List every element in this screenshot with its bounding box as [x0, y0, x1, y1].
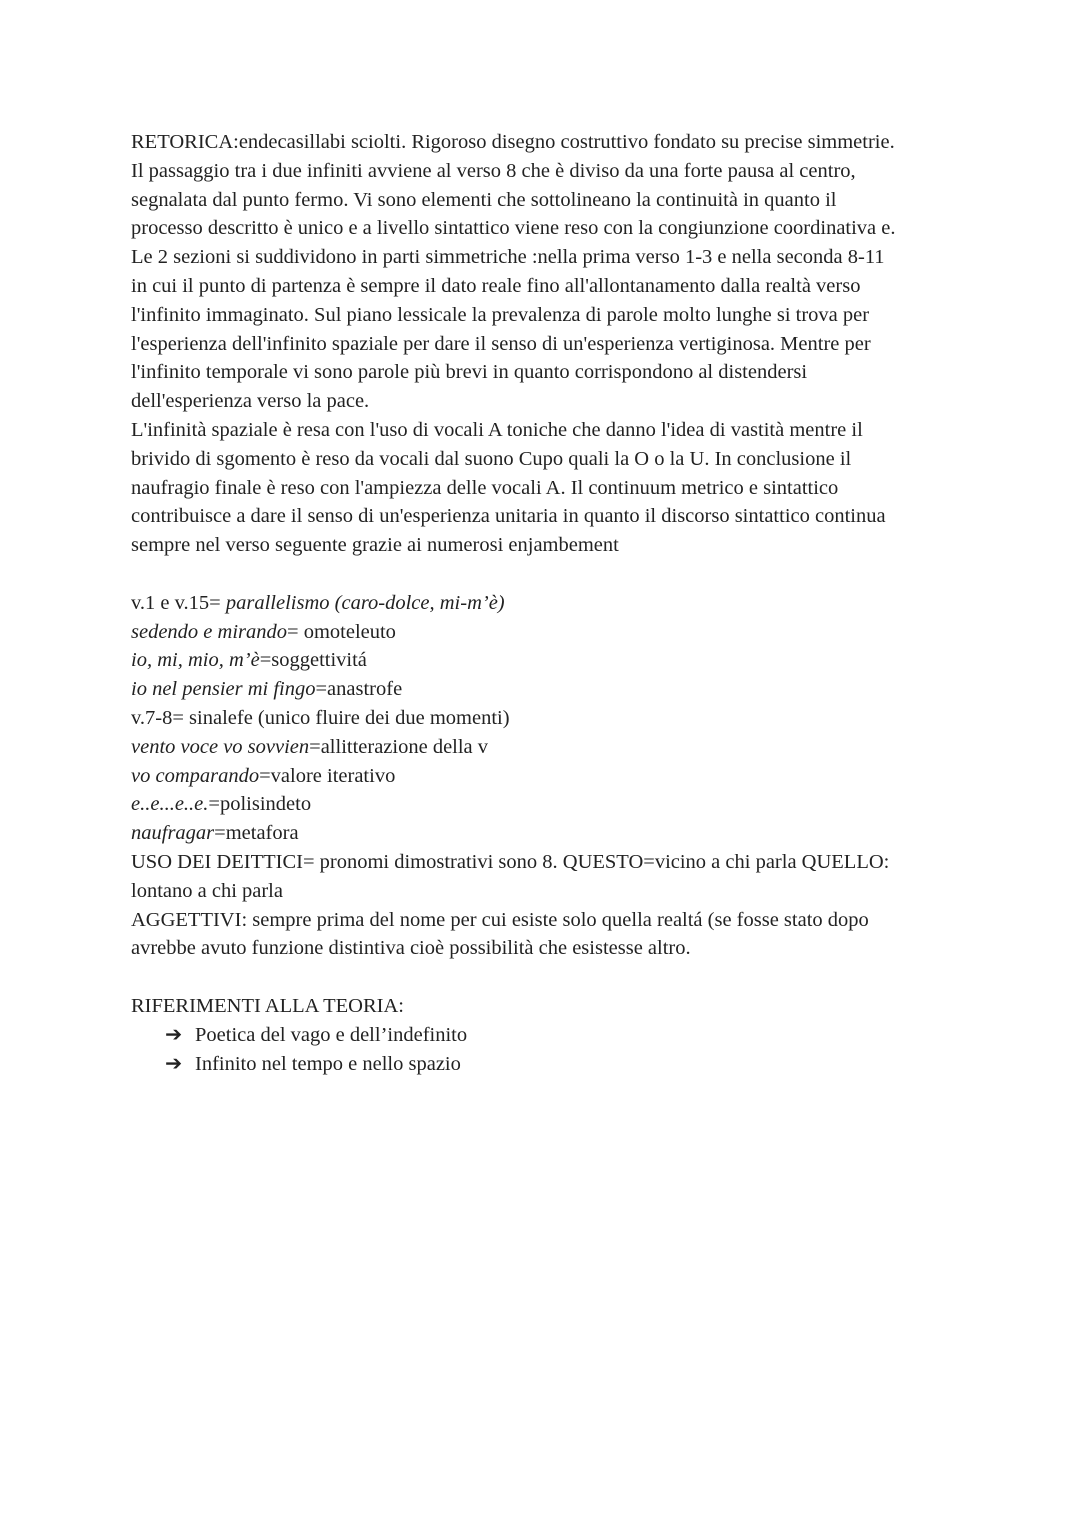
figure-definition: =valore iterativo — [259, 764, 396, 787]
figure-term: v.1 e v.15= — [131, 591, 226, 614]
paragraph-line: dell'esperienza verso la pace. — [131, 390, 370, 413]
arrow-right-icon: ➔ — [165, 1023, 183, 1046]
paragraph-line: in cui il punto di partenza è sempre il dato reale fino all'allontanamento dalla realtà verso — [131, 274, 861, 297]
paragraph-line: contribuisce a dare il senso di un'esperienza unitaria in quanto il discorso sintattico continua — [131, 505, 886, 528]
paragraph-line: l'esperienza dell'infinito spaziale per dare il senso di un'esperienza vertiginosa. Mentre per — [131, 332, 871, 355]
list-item-label: Infinito nel tempo e nello spazio — [195, 1052, 461, 1075]
figure-definition: parallelismo (caro-dolce, mi-m’è) — [225, 591, 505, 614]
figure-definition: =allitterazione della v — [309, 735, 489, 758]
document-page — [131, 128, 961, 1078]
figure-item — [131, 704, 961, 733]
figure-term: sedendo e mirando — [131, 620, 288, 643]
paragraph-line: Le 2 sezioni si suddividono in parti simmetriche :nella prima verso 1-3 e nella seconda 8-11 — [131, 246, 885, 269]
figure-item — [131, 618, 961, 647]
paragraph-line: naufragio finale è reso con l'ampiezza delle vocali A. Il continuum metrico e sintattico — [131, 476, 839, 499]
figure-term: vento voce vo sovvien — [131, 735, 310, 758]
paragraph-line: avrebbe avuto funzione distintiva cioè possibilità che esistesse altro. — [131, 937, 691, 960]
figure-term: e..e...e..e. — [131, 793, 209, 816]
figure-definition: =soggettivitá — [259, 649, 367, 672]
list-item — [131, 1050, 961, 1079]
paragraph-line: sempre nel verso seguente grazie ai numerosi enjambement — [131, 534, 619, 557]
figure-term: v.7-8= sinalefe (unico fluire dei due momenti) — [131, 706, 510, 729]
list-item — [131, 1021, 961, 1050]
figure-term: vo comparando — [131, 764, 260, 787]
figure-item — [131, 589, 961, 618]
figure-item — [131, 819, 961, 848]
figure-term: io nel pensier mi fingo — [131, 678, 316, 701]
paragraph-line: lontano a chi parla — [131, 879, 283, 902]
figure-definition: = omoteleuto — [287, 620, 396, 643]
references-heading: RIFERIMENTI ALLA TEORIA: — [131, 994, 404, 1017]
paragraph-line: L'infinità spaziale è resa con l'uso di vocali A toniche che danno l'idea di vastità mentre il — [131, 418, 863, 441]
paragraph-line: AGGETTIVI: sempre prima del nome per cui esiste solo quella realtá (se fosse stato dopo — [131, 908, 869, 931]
figures-list — [131, 589, 961, 848]
references-list — [131, 1021, 961, 1079]
figure-term: io, mi, mio, m’è — [131, 649, 260, 672]
figure-item — [131, 762, 961, 791]
paragraph-line: brivido di sgomento è reso da vocali dal suono Cupo quali la O o la U. In conclusione il — [131, 447, 852, 470]
figure-definition: =anastrofe — [315, 678, 403, 701]
retorica-paragraph — [131, 128, 961, 560]
aggettivi-paragraph — [131, 906, 961, 964]
figure-item — [131, 646, 961, 675]
paragraph-line: RETORICA:endecasillabi sciolti. Rigoroso disegno costruttivo fondato su precise simmetrie. — [131, 131, 895, 153]
paragraph-line: processo descritto è unico e a livello sintattico viene reso con la congiunzione coordinativa e. — [131, 217, 896, 240]
arrow-right-icon: ➔ — [165, 1052, 183, 1075]
figure-item — [131, 733, 961, 762]
paragraph-line: segnalata dal punto fermo. Vi sono elementi che sottolineano la continuità in quanto il — [131, 188, 837, 211]
paragraph-line: USO DEI DEITTICI= pronomi dimostrativi sono 8. QUESTO=vicino a chi parla QUELLO: — [131, 850, 890, 873]
spacer — [131, 560, 961, 589]
figure-item — [131, 675, 961, 704]
paragraph-line: l'infinito temporale vi sono parole più brevi in quanto corrispondono al distendersi — [131, 361, 808, 384]
paragraph-line: Il passaggio tra i due infiniti avviene al verso 8 che è diviso da una forte pausa al centro, — [131, 159, 856, 182]
figure-item — [131, 790, 961, 819]
figure-definition: =metafora — [214, 822, 299, 845]
figure-term: naufragar — [131, 822, 215, 845]
deittici-paragraph — [131, 848, 961, 906]
references-section — [131, 992, 961, 1078]
figure-definition: =polisindeto — [208, 793, 312, 816]
list-item-label: Poetica del vago e dell’indefinito — [195, 1023, 468, 1046]
paragraph-line: l'infinito immaginato. Sul piano lessicale la prevalenza di parole molto lunghe si trova per — [131, 303, 870, 326]
spacer — [131, 963, 961, 992]
